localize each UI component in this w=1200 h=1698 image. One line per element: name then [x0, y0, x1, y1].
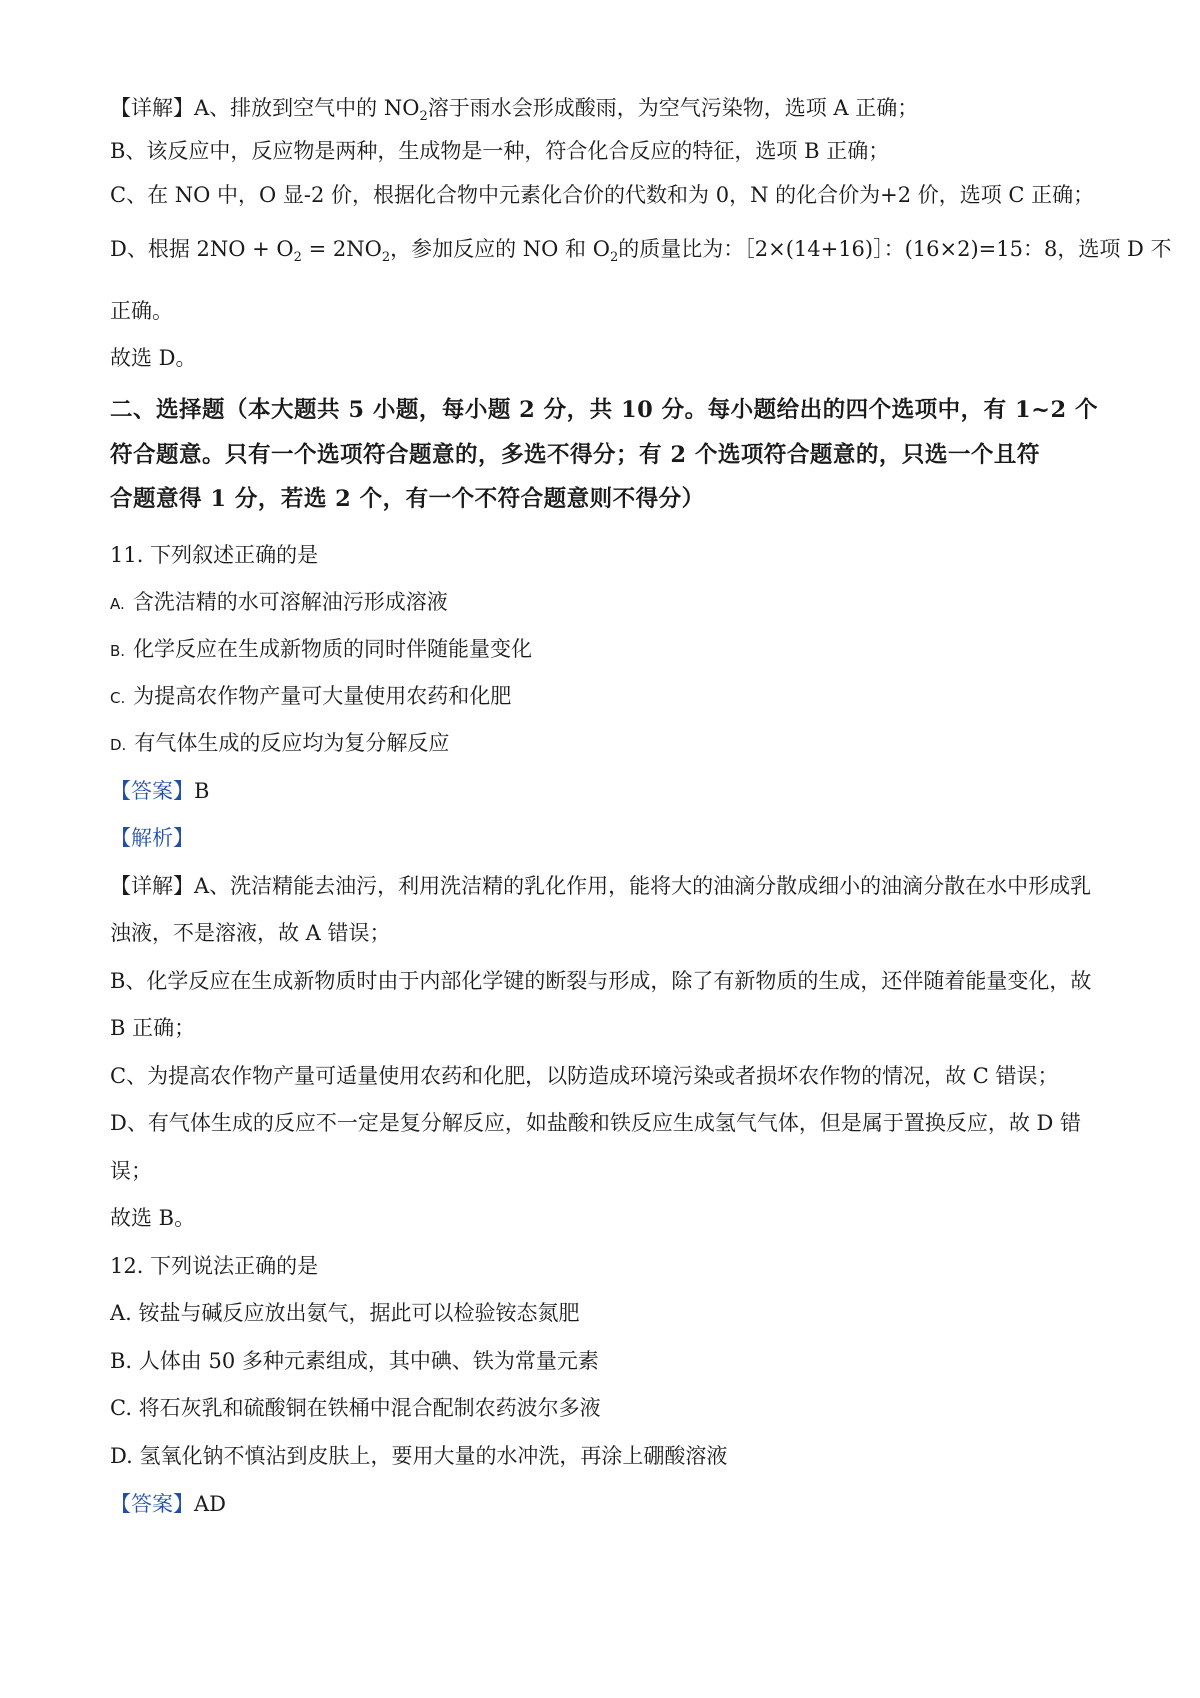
section-heading-line-2: 符合题意。只有一个选项符合题意的，多选不得分；有 2 个选项符合题意的，只选一个且符 [110, 442, 1040, 468]
q11-answer: 【答案】B [110, 779, 210, 803]
section-heading-line-3: 合题意得 1 分，若选 2 个，有一个不符合题意则不得分） [110, 486, 705, 512]
q12-option-b: B. 人体由 50 多种元素组成，其中碘、铁为常量元素 [110, 1349, 599, 1373]
q11-option-a: A. 含洗洁精的水可溶解油污形成溶液 [110, 590, 448, 614]
section-heading-line-1: 二、选择题（本大题共 5 小题，每小题 2 分，共 10 分。每小题给出的四个选项中，有 1~2 个 [110, 397, 1098, 423]
q11-detail-line-b2: B 正确； [110, 1016, 196, 1040]
p1-detail-line-c: C、在 NO 中，O 显-2 价，根据化合物中元素化合价的代数和为 0，N 的化合价为+2 价，选项 C 正确； [110, 183, 1095, 207]
detail-tag: 【详解】 [110, 96, 194, 120]
q11-option-c: C. 为提高农作物产量可大量使用农药和化肥 [110, 684, 512, 708]
p1-detail-line-b: B、该反应中，反应物是两种，生成物是一种，符合化合反应的特征，选项 B 正确； [110, 139, 890, 163]
q12-stem: 12. 下列说法正确的是 [110, 1254, 319, 1278]
q12-option-a: A. 铵盐与碱反应放出氨气，据此可以检验铵态氮肥 [110, 1301, 580, 1325]
q11-detail-line-b1: B、化学反应在生成新物质时由于内部化学键的断裂与形成，除了有新物质的生成，还伴随着能量变化，故 [110, 969, 1092, 993]
q12-option-c: C. 将石灰乳和硫酸铜在铁桶中混合配制农药波尔多液 [110, 1396, 601, 1420]
q11-detail-line-d1: D、有气体生成的反应不一定是复分解反应，如盐酸和铁反应生成氢气气体，但是属于置换反应，故 D 错 [110, 1111, 1082, 1135]
q11-detail-line-a1: 【详解】A、洗洁精能去油污，利用洗洁精的乳化作用，能将大的油滴分散成细小的油滴分散在水中形成乳 [110, 874, 1092, 898]
detail-tag: 【详解】 [110, 874, 194, 898]
q11-option-d: D. 有气体生成的反应均为复分解反应 [110, 731, 450, 755]
answer-tag: 【答案】 [110, 1492, 194, 1516]
p1-choice: 故选 D。 [110, 346, 197, 370]
q11-choice: 故选 B。 [110, 1206, 196, 1230]
q12-option-d: D. 氢氧化钠不慎沾到皮肤上，要用大量的水冲洗，再涂上硼酸溶液 [110, 1444, 728, 1468]
q11-detail-line-a2: 浊液，不是溶液，故 A 错误； [110, 921, 391, 945]
q11-option-b: B. 化学反应在生成新物质的同时伴随能量变化 [110, 637, 533, 661]
p1-detail-line-d-cont: 正确。 [110, 299, 173, 323]
q12-answer: 【答案】AD [110, 1492, 227, 1516]
q11-detail-line-d2: 误； [110, 1159, 152, 1183]
q11-stem: 11. 下列叙述正确的是 [110, 543, 319, 567]
p1-detail-line-a: 【详解】A、排放到空气中的 $NO_2$溶于雨水会形成酸雨，为空气污染物，选项 A 正确； [110, 96, 919, 124]
p1-detail-line-d: D、根据 $2NO + O_2 = 2NO_2$，参加反应的 NO 和 $O_2$的质量比为：［2×(14+16)］：(16×2)=15：8，选项 D 不 [110, 237, 1172, 265]
answer-tag: 【答案】 [110, 779, 194, 803]
q11-detail-line-c: C、为提高农作物产量可适量使用农药和化肥，以防造成环境污染或者损坏农作物的情况，故 C 错误； [110, 1064, 1059, 1088]
q11-analysis-tag: 【解析】 [110, 826, 194, 850]
